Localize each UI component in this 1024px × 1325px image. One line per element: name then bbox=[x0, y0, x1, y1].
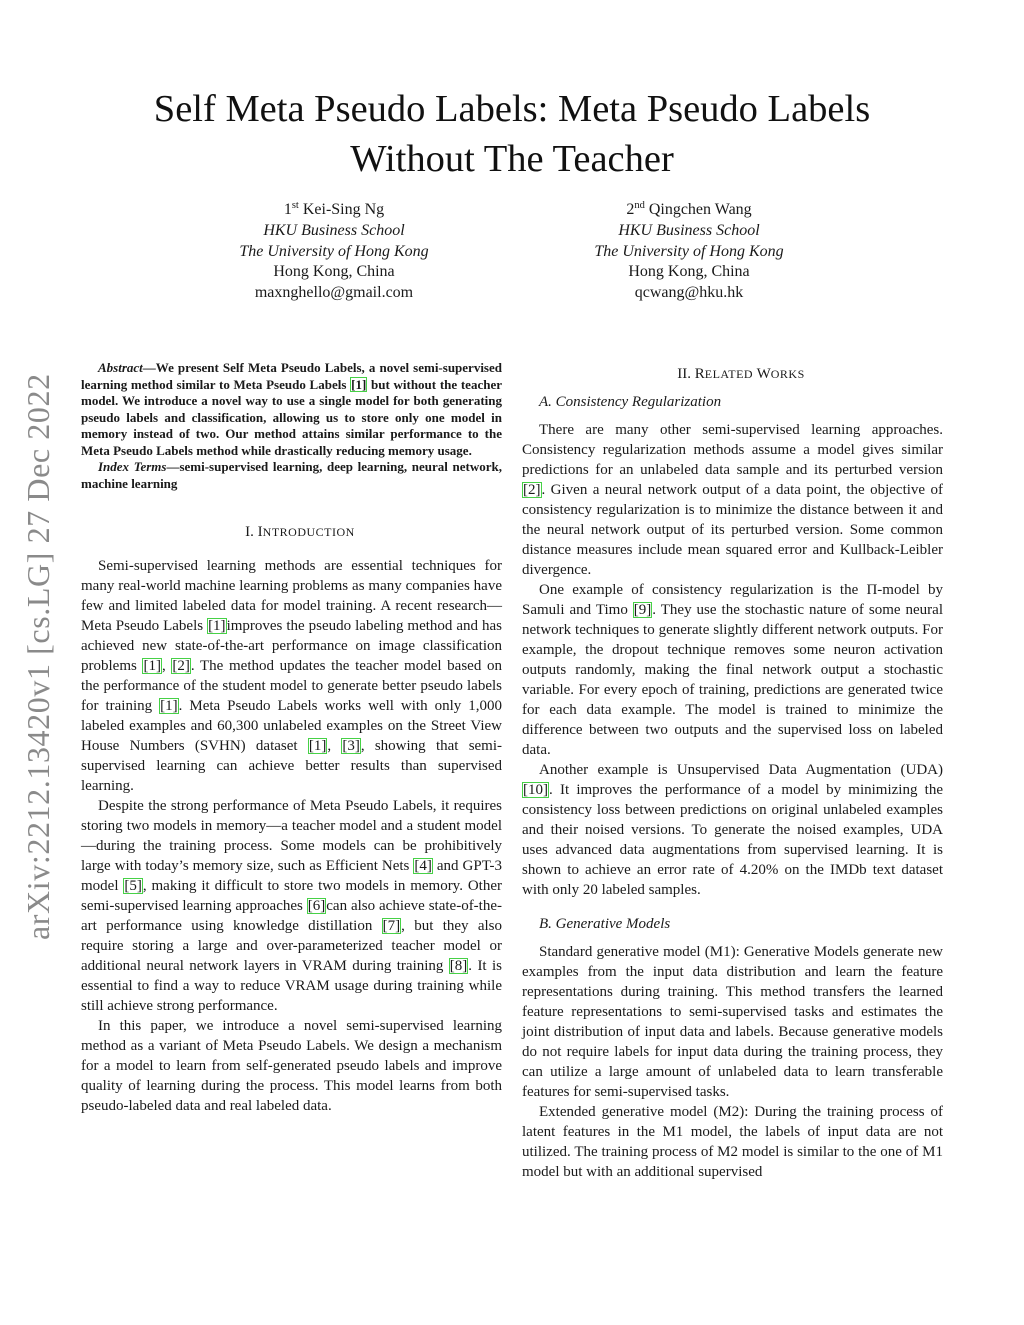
right-column bbox=[522, 364, 943, 1182]
consistency-paragraph-3: Another example is Unsupervised Data Augmentation (UDA) [10]. It improves the performance of a model by minimizing the consistency loss between predictions on original unlabeled examples and their noised versions. To generate the noised examples, UDA uses advanced data augmentations from supervised learning. It is shown to achieve an error rate of 4.20% on the IMDb text dataset with only 20 labeled samples. bbox=[522, 762, 943, 898]
paper-title bbox=[100, 84, 924, 184]
subsection-heading-consistency: A. Consistency Regularization bbox=[539, 394, 722, 410]
citation-link[interactable]: [1] bbox=[308, 738, 327, 754]
intro-paragraph-2: Despite the strong performance of Meta Pseudo Labels, it requires storing two models in memory—a teacher model and a student model—during the training process. Some models can be prohibitively large with today’s memory size, such as Efficient Nets [4] and GPT-3 model [5], making it difficult to store two models in memory. Other semi-supervised learning approaches [6]can also achieve state-of-the-art performance using knowledge distillation [7], but they also require storing a large and over-parameterized teacher model or additional neural network layers in VRAM during training [8]. It is essential to find a way to reduce VRAM usage during training while still achieve strong performance. bbox=[81, 798, 502, 1014]
generative-paragraph-1: Standard generative model (M1): Generative Models generate new examples from the input data distribution and learn the feature representations during training. This method transfers the learned feature representations to semi-supervised tasks and estimates the joint distribution of input data and labels. Because generative models do not require labels for input data during the training process, they can utilize a large amount of unlabeled data to learn transferable features for semi-supervised tasks. bbox=[522, 944, 943, 1100]
intro-paragraph-1: Semi-supervised learning methods are essential techniques for many real-world machine learning problems as many companies have few and limited labeled data for model training. A recent research—Meta Pseudo Labels [1]improves the pseudo labeling method and has achieved new state-of-the-art performance on image classification problems [1], [2]. The method updates the teacher model based on the performance of the student model to generate better pseudo labels for training [1]. Meta Pseudo Labels works well with only 1,000 labeled examples and 60,300 unlabeled examples on the Street View House Numbers (SVHN) dataset [1], [3], showing that semi-supervised learning can achieve better results than supervised learning. bbox=[81, 558, 503, 794]
citation-link[interactable]: [2] bbox=[523, 482, 541, 498]
section-heading-introduction: I. INTRODUCTION bbox=[245, 524, 355, 540]
author-city: Hong Kong, China bbox=[273, 263, 395, 281]
author-name: 2nd Qingchen Wang bbox=[626, 200, 752, 218]
citation-link[interactable]: [8] bbox=[449, 958, 468, 974]
generative-paragraph-2: Extended generative model (M2): During the training process of latent features in the M1 model, the labels of input data are not utilized. The training process of M2 model is similar to the one of M1 model but with an additional supervised bbox=[522, 1104, 943, 1180]
citation-link[interactable]: [5] bbox=[124, 878, 142, 894]
index-terms: Index Terms—semi-supervised learning, deep learning, neural network, machine learning bbox=[81, 459, 502, 491]
consistency-paragraph-1: There are many other semi-supervised learning approaches. Consistency regularization methods assume a model gives similar predictions for an unlabeled data sample and its perturbed version [2]. Given a neural network output of a data point, the objective of consistency regularization is to minimize the distance between it and the neural network output of its perturbed version. Some common distance measures include mean squared error and Kullback-Leibler divergence. bbox=[522, 422, 943, 578]
author-block-1 bbox=[184, 200, 484, 304]
citation-link[interactable]: [7] bbox=[382, 918, 401, 934]
author-university: The University of Hong Kong bbox=[239, 242, 429, 260]
author-name: 1st Kei-Sing Ng bbox=[283, 200, 385, 218]
arxiv-identifier[interactable]: arXiv:2212.13420v1 [cs.LG] 27 Dec 2022 bbox=[20, 373, 56, 940]
author-university: The University of Hong Kong bbox=[594, 242, 784, 260]
author-block-2 bbox=[539, 200, 839, 304]
section-heading-related-works: II. RELATED WORKS bbox=[677, 366, 805, 382]
left-column bbox=[81, 360, 502, 1116]
title-line-2: Without The Teacher bbox=[350, 138, 674, 180]
abstract: Abstract—We present Self Meta Pseudo Labels, a novel semi-supervised learning method similar to Meta Pseudo Labels [1] but without the teacher model. We introduce a novel way to use a single model for both generating pseudo labels and classification, allowing us to store only one model in memory instead of two. Our method attains similar performance to the Meta Pseudo Labels method while drastically reducing memory usage. bbox=[81, 360, 502, 458]
citation-link[interactable]: [1] bbox=[143, 658, 161, 674]
citation-link[interactable]: [1] bbox=[351, 376, 367, 392]
citation-link[interactable]: [6] bbox=[307, 898, 326, 914]
citation-link[interactable]: [2] bbox=[172, 658, 190, 674]
consistency-paragraph-2: One example of consistency regularization is the Π-model by Samuli and Timo [9]. They use the stochastic nature of some neural network techniques to generate slightly different network outputs. For example, the dropout technique removes some neuron activation outputs randomly, making the final network output a stochastic variable. For every epoch of training, predictions are generated twice for each data example. The model is trained to minimize the difference between two outputs and the supervised loss on labeled data. bbox=[522, 582, 943, 758]
subsection-heading-generative: B. Generative Models bbox=[539, 916, 671, 932]
author-email[interactable]: qcwang@hku.hk bbox=[634, 284, 744, 302]
citation-link[interactable]: [1] bbox=[160, 698, 178, 714]
intro-paragraph-3: In this paper, we introduce a novel semi-supervised learning method as a variant of Meta Pseudo Labels. We design a mechanism for a model to learn from self-generated pseudo labels and improve quality of learning during the process. This model learns from both pseudo-labeled data and real labeled data. bbox=[81, 1018, 502, 1114]
title-line-1: Self Meta Pseudo Labels: Meta Pseudo Labels bbox=[153, 88, 871, 130]
author-department: HKU Business School bbox=[618, 221, 760, 239]
citation-link[interactable]: [10] bbox=[523, 782, 548, 798]
citation-link[interactable]: [1] bbox=[208, 618, 226, 634]
citation-link[interactable]: [3] bbox=[342, 738, 360, 754]
author-department: HKU Business School bbox=[263, 221, 405, 239]
citation-link[interactable]: [9] bbox=[633, 602, 652, 618]
citation-link[interactable]: [4] bbox=[414, 858, 432, 874]
author-city: Hong Kong, China bbox=[628, 263, 750, 281]
author-email[interactable]: maxnghello@gmail.com bbox=[254, 284, 414, 302]
